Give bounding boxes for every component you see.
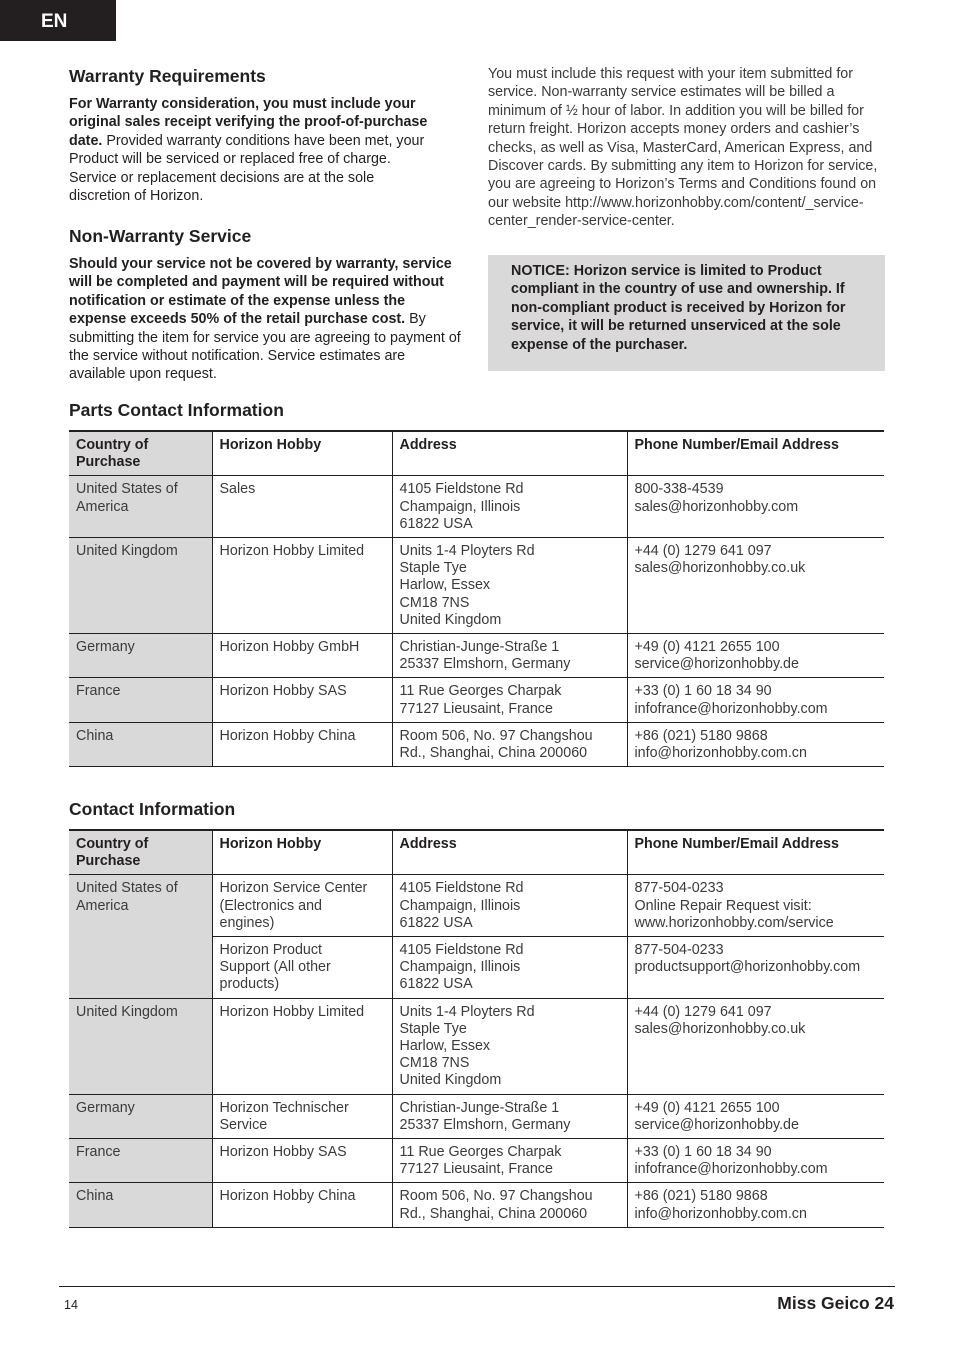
- cell-address: Units 1-4 Ployters Rd Staple Tye Harlow, Essex CM18 7NS United Kingdom: [392, 998, 627, 1094]
- cell-country: Germany: [69, 634, 212, 678]
- cell-address: 4105 Fieldstone Rd Champaign, Illinois 61822 USA: [392, 875, 627, 937]
- notice-box: [488, 255, 885, 371]
- cell-address: 11 Rue Georges Charpak 77127 Lieusaint, France: [392, 678, 627, 722]
- table-row: [69, 1183, 884, 1227]
- header-country: Country of Purchase: [69, 431, 212, 476]
- header-address: Address: [392, 431, 627, 476]
- cell-horizon-hobby: Horizon Hobby Limited: [212, 998, 392, 1094]
- cell-phone-email: +86 (021) 5180 9868 info@horizonhobby.com.cn: [627, 722, 884, 766]
- header-horizon-hobby: Horizon Hobby: [212, 431, 392, 476]
- cell-country: France: [69, 678, 212, 722]
- cell-phone-email: +33 (0) 1 60 18 34 90 infofrance@horizonhobby.com: [627, 678, 884, 722]
- table-row: [69, 678, 884, 722]
- cell-phone-email: +44 (0) 1279 641 097 sales@horizonhobby.co.uk: [627, 998, 884, 1094]
- cell-address: 11 Rue Georges Charpak 77127 Lieusaint, France: [392, 1139, 627, 1183]
- cell-phone-email: +33 (0) 1 60 18 34 90 infofrance@horizonhobby.com: [627, 1139, 884, 1183]
- cell-horizon-hobby: Horizon Hobby SAS: [212, 1139, 392, 1183]
- warranty-paragraph: [69, 95, 429, 205]
- header-address: Address: [392, 830, 627, 875]
- non-warranty-bold-text: Should your service not be covered by warranty, service will be completed and payment will be required without notification or estimate of the expense unless the expense exceeds 50% of the retail purchase cost.: [69, 256, 452, 328]
- warranty-text: Provided warranty conditions have been met, your Product will be serviced or replaced free of charge. Service or replacement decisions are at the sole discretion of Horizon.: [69, 132, 425, 205]
- notice-text: NOTICE: Horizon service is limited to Product compliant in the country of use and ownership. If non-compliant product is received by Horizon for service, it will be returned unserviced at the sole expense of the purchaser.: [511, 263, 846, 353]
- table-row: [69, 998, 884, 1094]
- page-number: 14: [64, 1298, 78, 1312]
- cell-horizon-hobby: Horizon Hobby China: [212, 722, 392, 766]
- table-row: [69, 476, 884, 538]
- cell-address: 4105 Fieldstone Rd Champaign, Illinois 61822 USA: [392, 937, 627, 999]
- product-name: Miss Geico 24: [777, 1293, 894, 1313]
- table-header-row: [69, 830, 884, 875]
- header-phone-email: Phone Number/Email Address: [627, 431, 884, 476]
- cell-phone-email: +49 (0) 4121 2655 100 service@horizonhobby.de: [627, 634, 884, 678]
- table-row: [69, 634, 884, 678]
- cell-horizon-hobby: Horizon Hobby GmbH: [212, 634, 392, 678]
- language-tab: EN: [0, 0, 116, 41]
- warranty-bold-text: For Warranty consideration, you must include your original sales receipt verifying the proof-of-purchase date.: [69, 96, 428, 149]
- table-row: [69, 875, 884, 937]
- header-country: Country of Purchase: [69, 830, 212, 875]
- contact-heading: Contact Information: [69, 799, 236, 819]
- cell-address: Room 506, No. 97 Changshou Rd., Shanghai, China 200060: [392, 722, 627, 766]
- cell-phone-email: +86 (021) 5180 9868 info@horizonhobby.com.cn: [627, 1183, 884, 1227]
- cell-country: China: [69, 722, 212, 766]
- cell-address: 4105 Fieldstone Rd Champaign, Illinois 61822 USA: [392, 476, 627, 538]
- parts-contact-table: [69, 430, 884, 767]
- cell-country: Germany: [69, 1094, 212, 1138]
- non-warranty-paragraph: [69, 255, 465, 384]
- table-row: [69, 538, 884, 634]
- parts-contact-heading: Parts Contact Information: [69, 400, 284, 420]
- header-horizon-hobby: Horizon Hobby: [212, 830, 392, 875]
- cell-country: China: [69, 1183, 212, 1227]
- cell-country: United Kingdom: [69, 538, 212, 634]
- table-row: [69, 722, 884, 766]
- cell-country: United States of America: [69, 476, 212, 538]
- cell-horizon-hobby: Horizon Product Support (All other products): [212, 937, 392, 999]
- table-row: [69, 1139, 884, 1183]
- table-header-row: [69, 431, 884, 476]
- non-warranty-heading: Non-Warranty Service: [69, 226, 252, 246]
- cell-phone-email: 877-504-0233 Online Repair Request visit: www.horizonhobby.com/service: [627, 875, 884, 937]
- table-row: [69, 1094, 884, 1138]
- cell-address: Room 506, No. 97 Changshou Rd., Shanghai, China 200060: [392, 1183, 627, 1227]
- service-billing-paragraph: You must include this request with your item submitted for service. Non-warranty service estimates will be billed a minimum of ½ hour of labor. In addition you will be billed for return freight. Horizon accepts money orders and cashier’s checks, as well as Visa, MasterCard, American Express, and Discover cards. By submitting any item to Horizon for service, you are agreeing to Horizon’s Terms and Conditions found on our website http://www.horizonhobby.com/content/_service-center_render-service-center.: [488, 66, 878, 230]
- cell-phone-email: 800-338-4539 sales@horizonhobby.com: [627, 476, 884, 538]
- cell-country: United States of America: [69, 875, 212, 998]
- cell-horizon-hobby: Horizon Hobby Limited: [212, 538, 392, 634]
- cell-address: Christian-Junge-Straße 1 25337 Elmshorn, Germany: [392, 634, 627, 678]
- header-phone-email: Phone Number/Email Address: [627, 830, 884, 875]
- cell-horizon-hobby: Horizon Hobby SAS: [212, 678, 392, 722]
- cell-phone-email: +44 (0) 1279 641 097 sales@horizonhobby.co.uk: [627, 538, 884, 634]
- cell-horizon-hobby: Horizon Service Center (Electronics and engines): [212, 875, 392, 937]
- footer-divider: [59, 1286, 895, 1287]
- cell-horizon-hobby: Horizon Technischer Service: [212, 1094, 392, 1138]
- cell-horizon-hobby: Horizon Hobby China: [212, 1183, 392, 1227]
- warranty-heading: Warranty Requirements: [69, 66, 266, 86]
- cell-address: Christian-Junge-Straße 1 25337 Elmshorn, Germany: [392, 1094, 627, 1138]
- cell-horizon-hobby: Sales: [212, 476, 392, 538]
- contact-table: [69, 829, 884, 1228]
- non-warranty-text: By submitting the item for service you are agreeing to payment of the service without notification. Service estimates are available upon request.: [69, 311, 461, 383]
- cell-country: France: [69, 1139, 212, 1183]
- cell-phone-email: 877-504-0233 productsupport@horizonhobby.com: [627, 937, 884, 999]
- cell-phone-email: +49 (0) 4121 2655 100 service@horizonhobby.de: [627, 1094, 884, 1138]
- cell-country: United Kingdom: [69, 998, 212, 1094]
- cell-address: Units 1-4 Ployters Rd Staple Tye Harlow, Essex CM18 7NS United Kingdom: [392, 538, 627, 634]
